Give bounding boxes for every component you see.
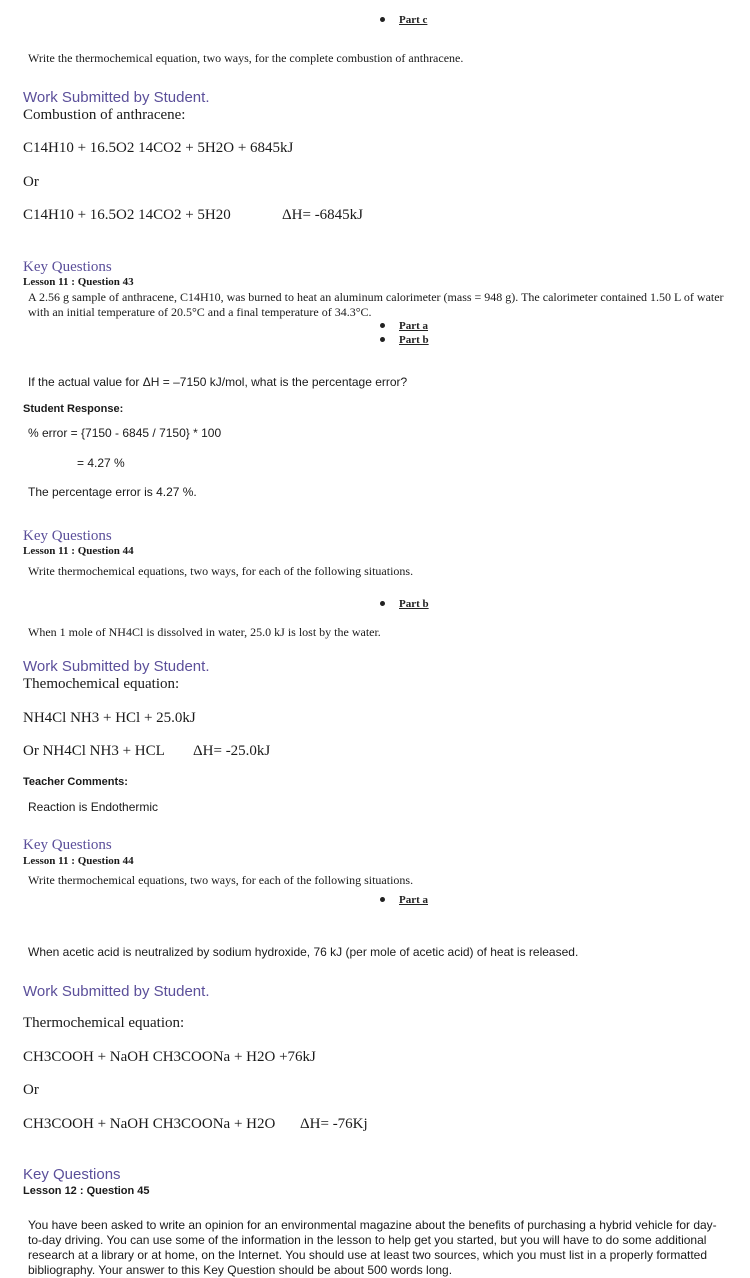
sub-heading: Thermochemical equation: — [23, 1015, 185, 1031]
question-text: You have been asked to write an opinion for an environmental magazine about the benefits of purchasing a hybrid vehicle for day-to-day driving. You can use some of the information in the lesson to help get you started, but you will have to do some additional research at a library or at home, on the Internet. You should use at least two sources, which you must list in a properly formatted bibliography. Your answer to this Key Question should be about 500 words long. — [28, 1218, 717, 1277]
work-submitted-heading: Work Submitted by Student. — [23, 89, 210, 106]
equation-2: C14H10 + 16.5O2 14CO2 + 5H20 — [23, 207, 231, 223]
part-b-bullet — [380, 332, 429, 347]
equation-1: CH3COOH + NaOH CH3COONa + H2O +76kJ — [23, 1049, 316, 1065]
bullet-icon — [380, 337, 385, 342]
sub-heading: Combustion of anthracene: — [23, 107, 186, 123]
equation-2: Or NH4Cl NH3 + HCL — [23, 743, 165, 759]
response-line-2: = 4.27 % — [77, 456, 125, 470]
part-b-link[interactable]: Part b — [399, 598, 429, 610]
lesson-label: Lesson 11 : Question 44 — [23, 855, 134, 867]
work-submitted-heading: Work Submitted by Student. — [23, 658, 210, 675]
part-a-bullet — [380, 892, 428, 907]
sub-heading: Themochemical equation: — [23, 676, 180, 692]
bullet-icon — [380, 17, 385, 22]
equation-2: CH3COOH + NaOH CH3COONa + H2O — [23, 1116, 276, 1132]
response-line-1: % error = {7150 - 6845 / 7150} * 100 — [28, 426, 222, 440]
prompt-text: Write thermochemical equations, two ways, for each of the following situations. — [28, 564, 414, 578]
situation-text: When 1 mole of NH4Cl is dissolved in water, 25.0 kJ is lost by the water. — [28, 625, 381, 639]
equation-1: C14H10 + 16.5O2 14CO2 + 5H2O + 6845kJ — [23, 140, 294, 156]
prompt-text: Write the thermochemical equation, two ways, for the complete combustion of anthracene. — [28, 51, 464, 65]
equation-1: NH4Cl NH3 + HCl + 25.0kJ — [23, 710, 196, 726]
bullet-icon — [380, 897, 385, 902]
part-b-link[interactable]: Part b — [399, 334, 429, 346]
bullet-icon — [380, 601, 385, 606]
part-b-bullet — [380, 596, 429, 611]
response-line-3: The percentage error is 4.27 %. — [28, 485, 197, 499]
key-questions-heading: Key Questions — [23, 1166, 121, 1183]
delta-h: ΔH= -25.0kJ — [193, 743, 271, 759]
key-questions-heading: Key Questions — [23, 528, 112, 544]
key-questions-heading: Key Questions — [23, 259, 112, 275]
part-a-link[interactable]: Part a — [399, 894, 429, 906]
or-text: Or — [23, 174, 39, 190]
part-a-bullet — [380, 318, 428, 333]
question-description: A 2.56 g sample of anthracene, C14H10, was burned to heat an aluminum calorimeter (mass = 948 g). The calorimeter contained 1.50 L of water with an initial temperature of 20.5°C and a final temperature of 34.3°C. — [28, 290, 724, 319]
lesson-label: Lesson 11 : Question 44 — [23, 545, 134, 557]
student-response-label: Student Response: — [23, 403, 124, 415]
part-a-link[interactable]: Part a — [399, 320, 429, 332]
delta-h: ΔH= -6845kJ — [282, 207, 364, 223]
work-submitted-heading: Work Submitted by Student. — [23, 983, 210, 1000]
bullet-icon — [380, 323, 385, 328]
teacher-comment-text: Reaction is Endothermic — [28, 800, 159, 814]
lesson-label: Lesson 12 : Question 45 — [23, 1185, 150, 1197]
lesson-label: Lesson 11 : Question 43 — [23, 276, 134, 288]
prompt-text: Write thermochemical equations, two ways, for each of the following situations. — [28, 873, 414, 887]
teacher-comments-label: Teacher Comments: — [23, 776, 128, 788]
delta-h: ΔH= -76Kj — [300, 1116, 368, 1132]
or-text: Or — [23, 1082, 39, 1098]
situation-text: When acetic acid is neutralized by sodium hydroxide, 76 kJ (per mole of acetic acid) of heat is released. — [28, 945, 579, 959]
part-c-link[interactable]: Part c — [399, 14, 428, 26]
key-questions-heading: Key Questions — [23, 837, 112, 853]
question-text: If the actual value for ΔH = –7150 kJ/mol, what is the percentage error? — [28, 375, 408, 389]
part-c-bullet — [380, 12, 427, 27]
